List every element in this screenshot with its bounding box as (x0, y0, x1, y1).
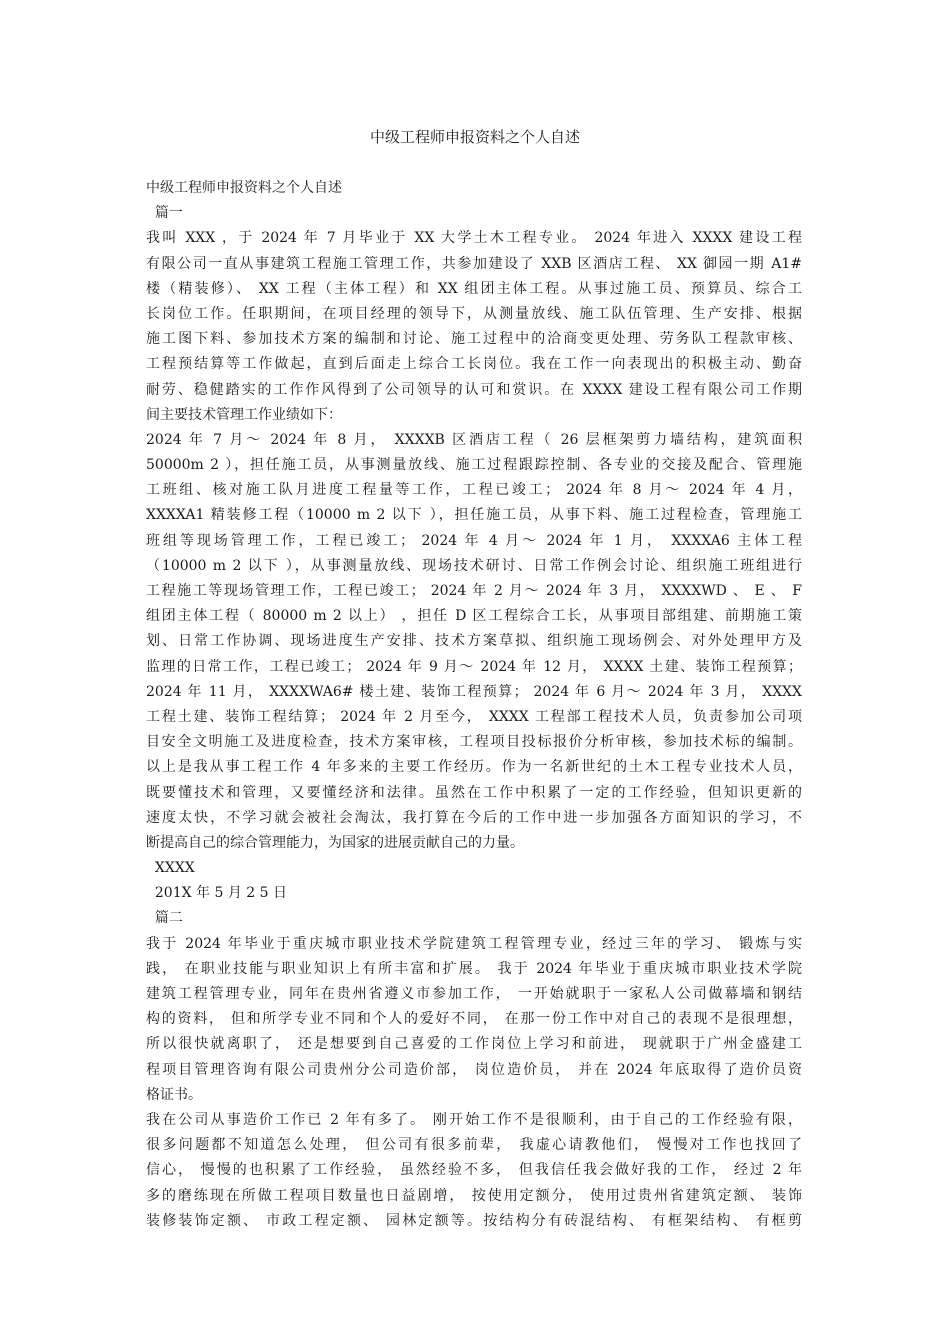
document-line: 2024 年 7 月～ 2024 年 8 月， XXXXB 区酒店工程（ 26 层框架剪力墙结构，建筑面积 (146, 431, 802, 448)
document-line: 组团主体工程（ 80000 m 2 以上） ，担任 D 区工程综合工长，从事项目部组建、前期施工策 (146, 608, 802, 625)
document-line: 我叫 XXX ，于 2024 年 7 月毕业于 XX 大学土木工程专业。 2024 年进入 XXXX 建设工程 (146, 230, 802, 247)
document-line: 班组等现场管理工作，工程已竣工； 2024 年 4 月～ 2024 年 1 月， XXXXA6 主体工程 (146, 532, 802, 549)
document-line: 多的磨练现在所做工程项目数量也日益剧增， 按使用定额分， 使用过贵州省建筑定额、 装饰 (146, 1187, 802, 1204)
document-line: 很多问题都不知道怎么处理， 但公司有很多前辈， 我虚心请教他们， 慢慢对工作也找回了 (146, 1137, 802, 1154)
document-line: 间主要技术管理工作业绩如下： (146, 406, 342, 423)
document-line: 施工图下料、参加技术方案的编制和讨论、施工过程中的洽商变更处理、劳务队工程款审核、 (146, 331, 802, 348)
document-line: 工程施工等现场管理工作，工程已竣工； 2024 年 2 月～ 2024 年 3 月， XXXXWD 、 E 、 F (146, 583, 802, 599)
document-line: （10000 m 2 以下 ），从事测量放线、现场技术研讨、日常工作例会讨论、组织施工班组进行 (146, 557, 802, 574)
document-line: 201X 年 5 月 2 5 日 (146, 885, 288, 902)
document-line: 监理的日常工作，工程已竣工； 2024 年 9 月～ 2024 年 12 月， XXXX 土建、装饰工程预算； (146, 658, 802, 675)
document-line: 建筑工程管理专业，同年在贵州省遵义市参加工作， 一开始就职于一家私人公司做幕墙和钢结 (146, 986, 802, 1002)
document-line: 长岗位工作。任职期间，在项目经理的领导下，从测量放线、施工队伍管理、生产安排、根据 (146, 305, 802, 322)
document-line: XXXX (146, 860, 195, 877)
document-line: 践， 在职业技能与职业知识上有所丰富和扩展。 我于 2024 年毕业于重庆城市职业技术学院 (146, 960, 802, 977)
document-line: 装修装饰定额、 市政工程定额、 园林定额等。按结构分有砖混结构、 有框架结构、 有框剪 (146, 1212, 802, 1229)
document-line: 格证书。 (146, 1086, 202, 1103)
document-body (146, 176, 802, 1234)
document-line: 耐劳、稳健踏实的工作作风得到了公司领导的认可和赏识。在 XXXX 建设工程有限公司工作期 (146, 381, 802, 398)
document-line: 程项目管理咨询有限公司贵州分公司造价部， 岗位造价员， 并在 2024 年底取得了造价员资 (146, 1061, 802, 1078)
document-line: 以上是我从事工程工作 4 年多来的主要工作经历。作为一名新世纪的土木工程专业技术人员， (146, 759, 802, 776)
document-line: 我于 2024 年毕业于重庆城市职业技术学院建筑工程管理专业，经过三年的学习、 锻炼与实 (146, 935, 802, 952)
document-line: 工程土建、装饰工程结算； 2024 年 2 月至今， XXXX 工程部工程技术人员，负责参加公司项 (146, 708, 802, 725)
document-line: XXXXA1 精装修工程（10000 m 2 以下 ），担任施工员，从事下料、施工过程检查，管理施工 (146, 507, 802, 524)
document-line: 断提高自己的综合管理能力，为国家的进展贡献自己的力量。 (146, 834, 524, 851)
document-line: 篇二 (146, 910, 183, 927)
document-line: 构的资料， 但和所学专业不同和个人的爱好不同， 在那一份工作中对自己的表现不是很理想， (146, 1011, 802, 1028)
document-line: 工班组、核对施工队月进度工程量等工作，工程已竣工； 2024 年 8 月～ 2024 年 4 月， (146, 482, 802, 499)
document-line: 中级工程师申报资料之个人自述 (146, 180, 342, 196)
document-line: 信心， 慢慢的也积累了工作经验， 虽然经验不多， 但我信任我会做好我的工作， 经过 2 年 (146, 1162, 802, 1179)
document-line: 速度太快，不学习就会被社会淘汰，我打算在今后的工作中进一步加强各方面知识的学习，不 (146, 809, 802, 826)
document-line: 2024 年 11 月， XXXXWA6# 楼土建、装饰工程预算； 2024 年 6 月～ 2024 年 3 月， XXXX (146, 683, 802, 700)
document-line: 工程预结算等工作做起，直到后面走上综合工长岗位。我在工作一向表现出的积极主动、勤奋 (146, 356, 802, 373)
document-line: 楼（精装修）、 XX 工程（主体工程）和 XX 组团主体工程。从事过施工员、预算员、综合工 (146, 280, 802, 297)
document-line: 有限公司一直从事建筑工程施工管理工作，共参加建设了 XXB 区酒店工程、 XX 御园一期 A1# (146, 255, 802, 272)
document-line: 篇一 (146, 205, 183, 222)
document-line: 既要懂技术和管理，又要懂经济和法律。虽然在工作中积累了一定的工作经验，但知识更新的 (146, 784, 802, 801)
document-line: 我在公司从事造价工作已 2 年有多了。 刚开始工作不是很顺利，由于自己的工作经验有限， (146, 1111, 802, 1128)
document-title: 中级工程师申报资料之个人自述 (369, 128, 580, 146)
document-line: 50000m 2 ），担任施工员，从事测量放线、施工过程跟踪控制、各专业的交接及配合、管理施 (146, 457, 802, 474)
document-line: 目安全文明施工及进度检查，技术方案审核，工程项目投标报价分析审核，参加技术标的编制。 (146, 734, 802, 751)
document-line: 所以很快就离职了， 还是想要到自己喜爱的工作岗位上学习和前进， 现就职于广州金盛建工 (146, 1036, 802, 1053)
document-line: 划、日常工作协调、现场进度生产安排、技术方案草拟、组织施工现场例会、对外处理甲方及 (146, 633, 802, 650)
